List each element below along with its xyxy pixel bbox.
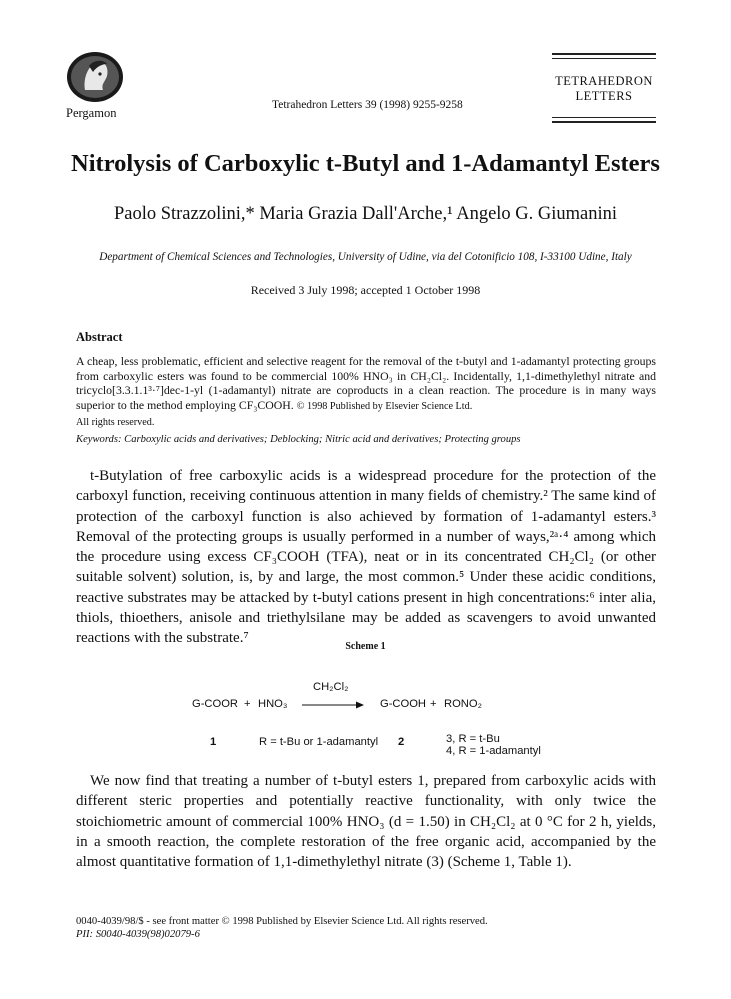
scheme-label-1: 1 — [210, 736, 217, 748]
scheme-label-1-desc: R = t-Bu or 1-adamantyl — [259, 736, 379, 748]
abstract-keywords: Keywords: Carboxylic acids and derivatives; Deblocking; Nitric acid and derivatives; Protecting groups — [76, 433, 521, 445]
article-affiliation: Department of Chemical Sciences and Technologies, University of Udine, via del Cotonificio 108, I-33100 Udine, Italy — [99, 251, 632, 263]
scheme-solvent: CH₂Cl₂ — [313, 681, 349, 693]
body-paragraph-2: We now find that treating a number of t-butyl esters 1, prepared from carboxylic acids with different steric properties and potentially reactive functionality, with only twice the stoichiometric amount of commercial 100% HNO₃ (d = 1.50) in CH₂Cl₂ at 0 °C for 2 h, yields, in a smooth reaction, the complete restoration of the free organic acid, accompanied by the almost quantitative formation of 1,1-dimethylethyl nitrate (3) (Scheme 1, Table 1). — [76, 773, 656, 871]
header-rule-top-1 — [552, 53, 656, 55]
scheme-label-3: 3, R = t-Bu — [446, 733, 500, 745]
scheme-reaction-arrow — [302, 700, 364, 710]
article-authors: Paolo Strazzolini,* Maria Grazia Dall'Arche,¹ Angelo G. Giumanini — [113, 204, 618, 224]
abstract-text: A cheap, less problematic, efficient and selective reagent for the removal of the t-butyl and 1-adamantyl protecting groups from carboxylic esters was found to be commercial 100% HNO₃ in CH₂Cl₂. Incidentally, 1,1-dimethylethyl nitrate and tricyclo[3.3.1.1³·⁷]dec-1-yl (1-adamantyl) nitrate are coproducts in a clean reaction. The procedure is in many ways superior to the method employing CF₃COOH. — [76, 354, 656, 412]
scheme-title: Scheme 1 — [345, 641, 386, 652]
header-rule-bottom-2 — [552, 121, 656, 123]
body-paragraph-1: t-Butylation of free carboxylic acids is a widespread procedure for the protection of the carboxyl function, receiving continuous attention in many fields of chemistry.² The same kind of protection of the carboxyl function is also achieved by formation of 1-adamantyl esters.³ Removal of the protecting groups is usually performed in a number of ways,²ᵃ·⁴ among which the procedure using excess CF₃COOH (TFA), neat or in its concentrated CH₂Cl₂ (or other suitable solvent) solution, is, by and large, the most common.⁵ Under these acidic conditions, reactive substrates may be attacked by t-butyl cations present in high concentrations:⁶ inter alia, thiols, thioethers, anisole and triethylsilane may be added as scavengers to avoid unwanted reactions with the substrate.⁷ — [76, 468, 656, 647]
journal-name-line2: LETTERS — [575, 89, 633, 103]
scheme-reagent: HNO₃ — [258, 698, 288, 710]
journal-name-line1: TETRAHEDRON — [555, 74, 653, 88]
abstract-rights: All rights reserved. — [76, 417, 155, 429]
header-rule-bottom-1 — [552, 117, 656, 118]
journal-reference: Tetrahedron Letters 39 (1998) 9255-9258 — [272, 99, 463, 111]
scheme-label-2: 2 — [398, 736, 405, 748]
scheme-reactant: G-COOR — [192, 698, 238, 710]
scheme-plus-1: + — [244, 698, 251, 710]
received-dates: Received 3 July 1998; accepted 1 October 1998 — [250, 283, 481, 297]
footer-pii: PII: S0040-4039(98)02079-6 — [76, 929, 200, 940]
scheme-label-4: 4, R = 1-adamantyl — [446, 745, 541, 757]
pergamon-logo — [63, 50, 127, 104]
scheme-product-acid: G-COOH — [380, 698, 426, 710]
publisher-name: Pergamon — [66, 106, 117, 120]
footer — [76, 915, 488, 941]
abstract-copyright: © 1998 Published by Elsevier Science Ltd. — [296, 400, 473, 412]
article-title: Nitrolysis of Carboxylic t-Butyl and 1-Adamantyl Esters — [71, 150, 660, 177]
abstract-heading: Abstract — [76, 330, 123, 344]
abstract-block — [76, 354, 656, 448]
footer-copyright: 0040-4039/98/$ - see front matter © 1998 Published by Elsevier Science Ltd. All rights reserved. — [76, 916, 488, 927]
scheme-plus-2: + — [430, 698, 437, 710]
header-rule-top-2 — [552, 58, 656, 59]
scheme-product-nitrate: RONO₂ — [444, 698, 482, 710]
journal-name — [552, 74, 656, 104]
